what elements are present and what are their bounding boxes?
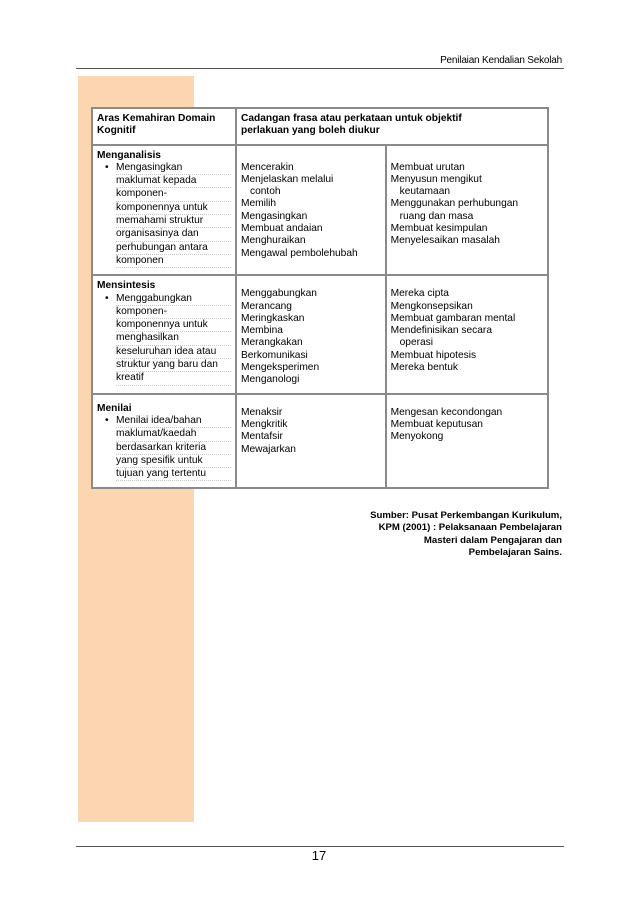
table-header-row [92, 108, 548, 145]
level-cell [92, 145, 236, 276]
list-item: • Menilai idea/bahan maklumat/kaedah berdasarkan kriteria yang spesifik untuk tujuan yang tertentu [105, 415, 231, 481]
cognitive-domain-table [91, 107, 549, 489]
level-cell [92, 275, 236, 393]
verbs-cell-b: Mereka cipta Mengkonsepsikan Membuat gambaran mental Mendefinisikan secara operasi Membuat hipotesis Mereka bentuk [386, 275, 548, 393]
list-item: • Menggabungkan komponen- komponennya untuk menghasilkan keseluruhan idea atau struktur yang baru dan kreatif [105, 293, 231, 386]
level-title: Menilai [97, 402, 132, 414]
verbs-cell-a: Menaksir Mengkritik Mentafsir Mewajarkan [236, 394, 386, 489]
table-row [92, 275, 548, 393]
page-number: 17 [311, 848, 327, 863]
level-title: Mensintesis [97, 280, 156, 292]
header-cell-suggested-phrases: Cadangan frasa atau perkataan untuk objektif perlakuan yang boleh diukur [236, 108, 548, 145]
source-citation: Sumber: Pusat Perkembangan Kurikulum, KPM (2001) : Pelaksanaan Pembelajaran Masteri dalam Pengajaran dan Pembelajaran Sains. [370, 510, 562, 559]
header-rule [76, 68, 564, 69]
verbs-cell-a: Mencerakin Menjelaskan melalui contoh Memilih Mengasingkan Membuat andaian Menghuraikan Mengawal pembolehubah [236, 145, 386, 276]
level-description [97, 162, 231, 268]
list-item: • Mengasingkan maklumat kepada komponen- komponennya untuk memahami struktur organisasinya dan perhubungan antara komponen [105, 162, 231, 268]
table-row [92, 394, 548, 489]
level-description [97, 293, 231, 386]
verbs-cell-b: Mengesan kecondongan Membuat keputusan Menyokong [386, 394, 548, 489]
level-description [97, 415, 231, 481]
level-cell [92, 394, 236, 489]
level-title: Menganalisis [97, 149, 161, 161]
footer-rule [76, 846, 564, 847]
table-row [92, 145, 548, 276]
verbs-cell-a: Menggabungkan Merancang Meringkaskan Membina Merangkakan Berkomunikasi Mengeksperimen Menganologi [236, 275, 386, 393]
running-header: Penilaian Kendalian Sekolah [440, 55, 562, 66]
header-cell-domain-level: Aras Kemahiran Domain Kognitif [92, 108, 236, 145]
verbs-cell-b: Membuat urutan Menyusun mengikut keutamaan Menggunakan perhubungan ruang dan masa Membuat kesimpulan Menyelesaikan masalah [386, 145, 548, 276]
